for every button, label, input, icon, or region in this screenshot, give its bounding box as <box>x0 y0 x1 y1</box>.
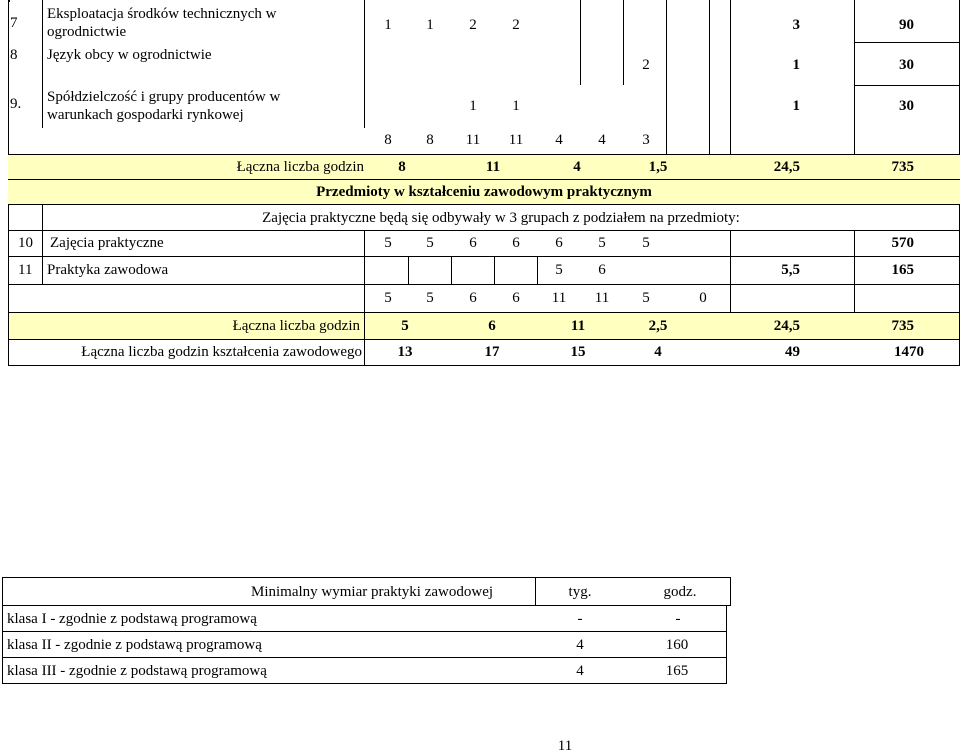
row-7-hour-2: 1 <box>426 17 434 33</box>
sum-2-col-3: 6 <box>469 290 477 306</box>
row-10-hour-3: 6 <box>469 235 477 251</box>
row-11-number: 11 <box>18 262 33 278</box>
sum-2-col-1: 5 <box>384 290 392 306</box>
section-title: Przedmioty w kształceniu zawodowym praktycznym <box>316 184 652 200</box>
total-2-val-3: 11 <box>570 318 586 334</box>
row-10-hour-6: 5 <box>598 235 606 251</box>
sum-1-col-3: 11 <box>465 132 481 148</box>
row-11-total-hours: 165 <box>891 262 914 278</box>
total-2-sem: 24,5 <box>773 318 800 334</box>
row-8-total-sem: 1 <box>792 57 800 73</box>
practice-table-title: Minimalny wymiar praktyki zawodowej <box>251 584 494 600</box>
total-1-label: Łączna liczba godzin <box>236 159 364 175</box>
sum-2-col-7: 5 <box>642 290 650 306</box>
total-1-hours: 735 <box>891 159 914 175</box>
row-8-number: 8 <box>10 47 18 63</box>
total-1-val-2: 11 <box>485 159 501 175</box>
row-11-subject: Praktyka zawodowa <box>47 262 169 278</box>
sum-1-col-6: 4 <box>598 132 606 148</box>
row-10-hour-4: 6 <box>512 235 520 251</box>
total-grand-hours: 1470 <box>894 344 924 360</box>
sum-1-col-1: 8 <box>384 132 392 148</box>
practice-row-3-hours: 165 <box>665 663 689 679</box>
row-10-hour-7: 5 <box>642 235 650 251</box>
row-11-hour-2: 6 <box>598 262 606 278</box>
row-9-total-hours: 30 <box>899 98 914 114</box>
row-9-subject-line1: Spółdzielczość i grupy producentów w <box>47 89 281 105</box>
practice-row-3-weeks: 4 <box>576 663 584 679</box>
sum-2-col-2: 5 <box>426 290 434 306</box>
row-8-total-hours: 30 <box>899 57 914 73</box>
total-grand-sem: 49 <box>785 344 800 360</box>
sum-2-col-6: 11 <box>594 290 610 306</box>
sum-2-col-5: 11 <box>551 290 567 306</box>
sum-1-col-5: 4 <box>555 132 563 148</box>
row-7-number: 7 <box>10 15 18 31</box>
row-11-hour-1: 5 <box>555 262 563 278</box>
sum-1-col-4: 11 <box>508 132 524 148</box>
row-10-total-hours: 570 <box>891 235 914 251</box>
practice-row-1-hours: - <box>675 611 681 627</box>
sum-2-col-4: 6 <box>512 290 520 306</box>
page-number: 11 <box>557 738 573 754</box>
sum-1-col-2: 8 <box>426 132 434 148</box>
row-7-hour-1: 1 <box>384 17 392 33</box>
row-7-subject-line2: ogrodnictwie <box>47 24 127 40</box>
row-9-number: 9. <box>10 96 22 112</box>
total-grand-val-1: 13 <box>397 344 413 360</box>
row-10-hour-1: 5 <box>384 235 392 251</box>
total-1-sem: 24,5 <box>773 159 800 175</box>
row-10-number: 10 <box>18 235 33 251</box>
row-9-total-sem: 1 <box>792 98 800 114</box>
row-10-hour-2: 5 <box>426 235 434 251</box>
total-1-val-1: 8 <box>398 159 406 175</box>
practice-row-2-weeks: 4 <box>576 637 584 653</box>
total-grand-val-2: 17 <box>484 344 500 360</box>
section-note: Zajęcia praktyczne będą się odbywały w 3 grupach z podziałem na przedmioty: <box>262 210 740 226</box>
practice-row-1-label: klasa I - zgodnie z podstawą programową <box>7 611 257 627</box>
sum-1-col-7: 3 <box>642 132 650 148</box>
row-7-hour-3: 2 <box>469 17 477 33</box>
total-1-val-3: 4 <box>573 159 581 175</box>
row-8-hour-1: 2 <box>642 57 650 73</box>
row-9-hour-2: 1 <box>512 98 520 114</box>
row-7-total-sem: 3 <box>792 17 800 33</box>
total-2-hours: 735 <box>891 318 914 334</box>
total-2-val-4: 2,5 <box>648 318 668 334</box>
total-2-label: Łączna liczba godzin <box>232 318 360 334</box>
practice-row-3-label: klasa III - zgodnie z podstawą programową <box>7 663 267 679</box>
sum-2-col-8: 0 <box>699 290 707 306</box>
practice-row-1-weeks: - <box>577 611 583 627</box>
row-10-hour-5: 6 <box>555 235 563 251</box>
practice-row-2-hours: 160 <box>665 637 689 653</box>
total-grand-label: Łączna liczba godzin kształcenia zawodowego <box>81 344 362 360</box>
total-1-val-4: 1,5 <box>648 159 668 175</box>
total-2-val-2: 6 <box>488 318 496 334</box>
total-grand-val-3: 15 <box>570 344 586 360</box>
total-grand-val-4: 4 <box>654 344 662 360</box>
practice-col-hours: godz. <box>663 584 697 600</box>
row-8-subject: Język obcy w ogrodnictwie <box>47 47 212 63</box>
row-7-hour-4: 2 <box>512 17 520 33</box>
row-9-subject-line2: warunkach gospodarki rynkowej <box>47 107 244 123</box>
row-7-total-hours: 90 <box>899 17 914 33</box>
practice-col-weeks: tyg. <box>568 584 592 600</box>
practice-row-2-label: klasa II - zgodnie z podstawą programową <box>7 637 262 653</box>
row-10-subject: Zajęcia praktyczne <box>50 235 164 251</box>
row-9-hour-1: 1 <box>469 98 477 114</box>
row-11-total-sem: 5,5 <box>781 262 800 278</box>
total-2-val-1: 5 <box>401 318 409 334</box>
row-7-subject-line1: Eksploatacja środków technicznych w <box>47 6 277 22</box>
